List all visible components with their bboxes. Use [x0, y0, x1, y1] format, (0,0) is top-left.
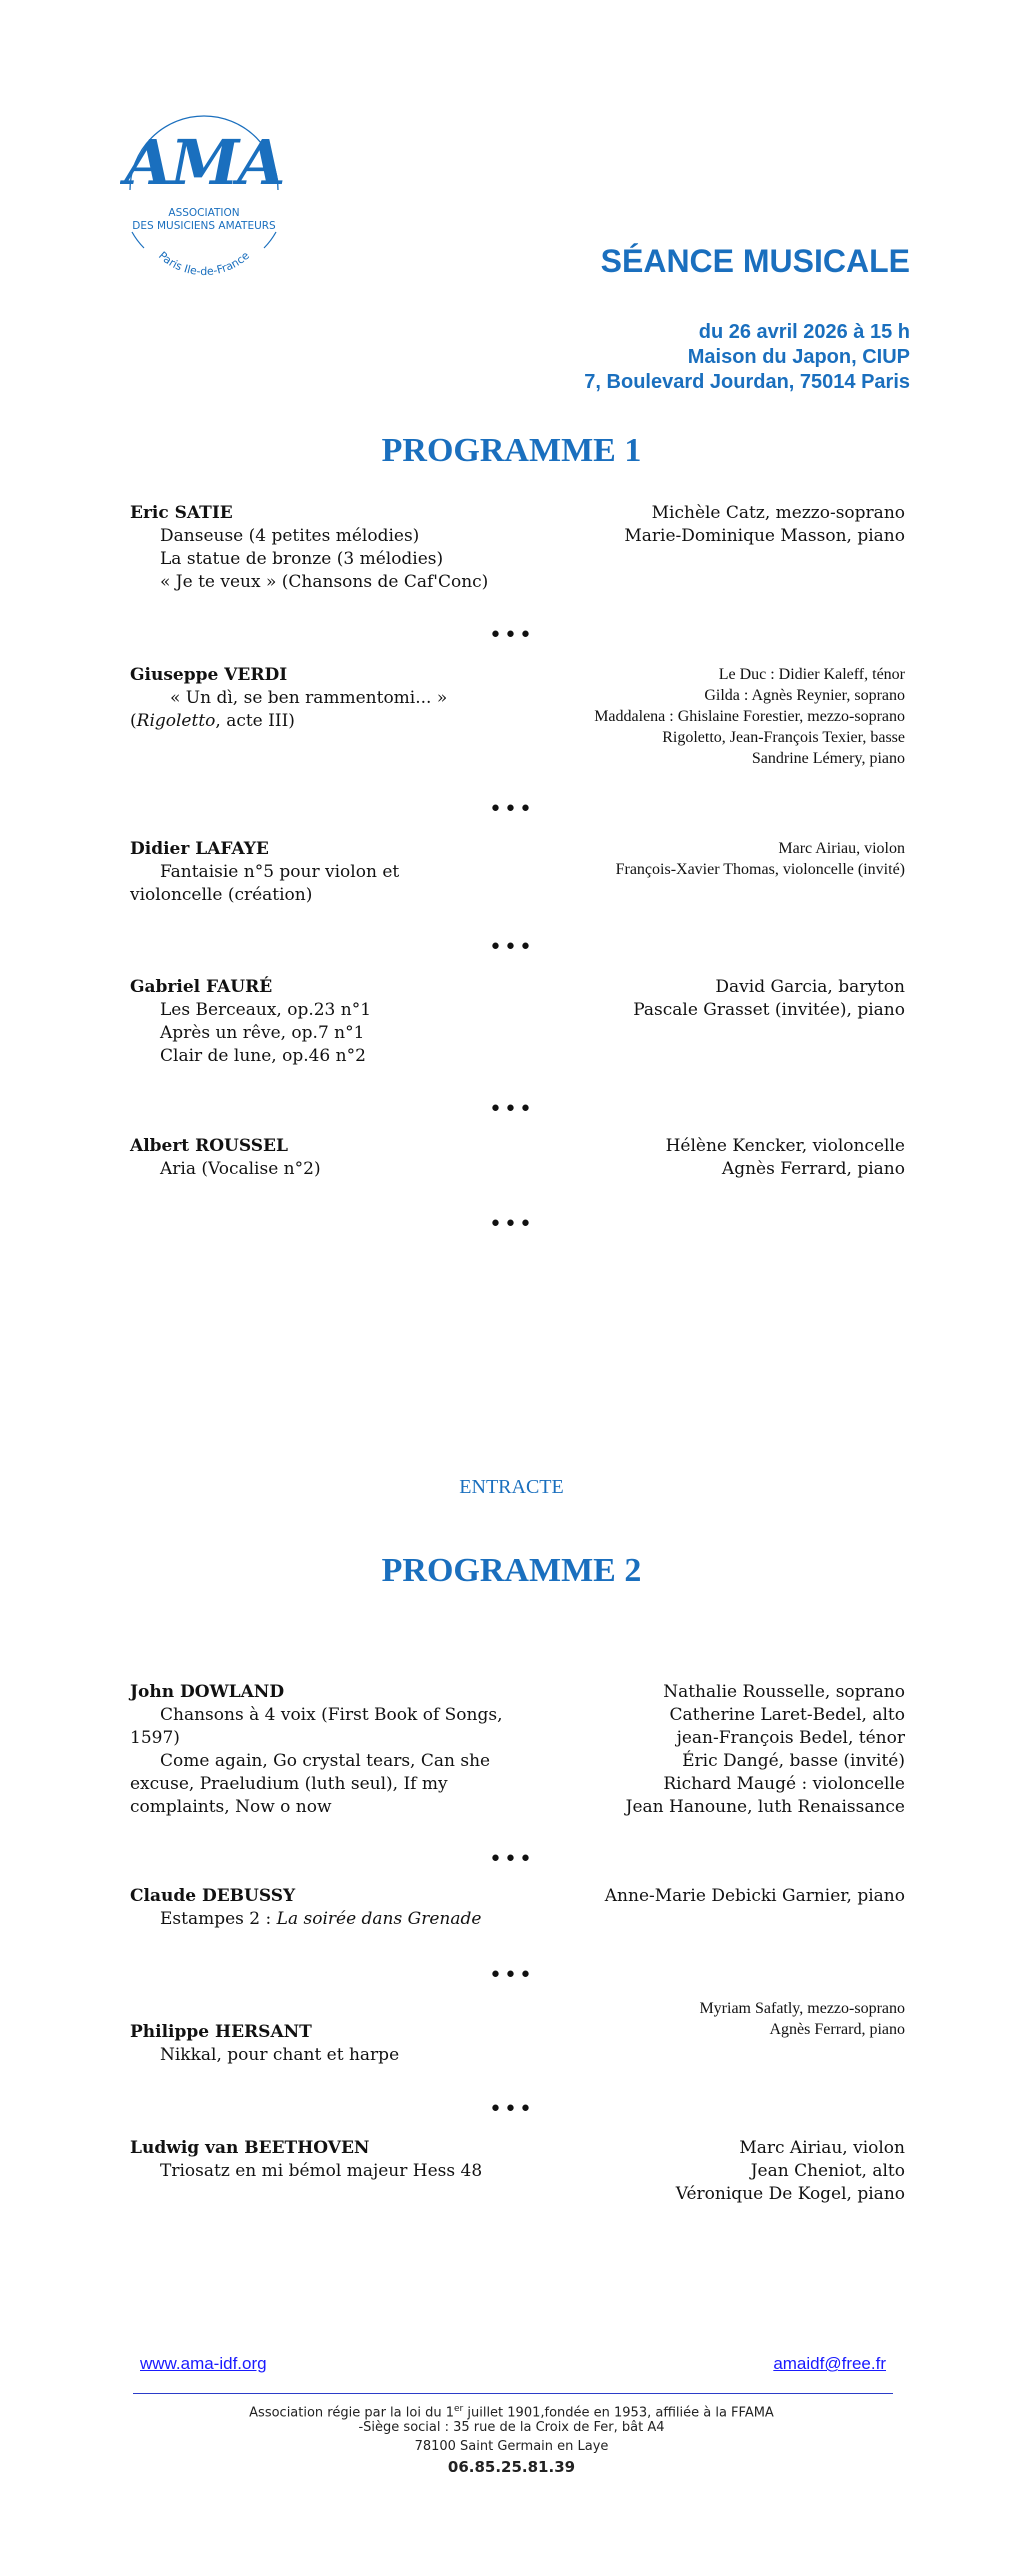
performers-satie: [435, 502, 905, 548]
performer: Agnès Ferrard, piano: [769, 2021, 905, 2038]
work-title: « Un dì, se ben rammentomi... »: [170, 688, 448, 708]
footer-city-line: 78100 Saint Germain en Laye: [414, 2439, 609, 2454]
performer: Marie-Dominique Masson, piano: [624, 526, 905, 546]
entracte-label: ENTRACTE: [459, 1476, 564, 1498]
work-title: Estampes 2 : La soirée dans Grenade: [160, 1909, 482, 1929]
composer-name: Eric SATIE: [130, 503, 233, 523]
performers-debussy: [435, 1885, 905, 1908]
email-link[interactable]: amaidf@free.fr: [773, 2354, 886, 2373]
logo-line1: ASSOCIATION: [168, 207, 240, 219]
performers-roussel: [435, 1135, 905, 1181]
separator: •••: [489, 623, 534, 648]
performer: Jean Cheniot, alto: [750, 2161, 905, 2181]
work-title: Aria (Vocalise n°2): [160, 1159, 321, 1179]
performer: Maddalena : Ghislaine Forestier, mezzo-soprano: [594, 708, 905, 725]
composer-name: John DOWLAND: [130, 1682, 285, 1702]
composer-name: Gabriel FAURÉ: [130, 977, 273, 997]
performer: Hélène Kencker, violoncelle: [665, 1136, 905, 1156]
performer: Agnès Ferrard, piano: [721, 1159, 905, 1179]
work-title: Après un rêve, op.7 n°1: [160, 1023, 365, 1043]
work-title: Triosatz en mi bémol majeur Hess 48: [160, 2161, 483, 2181]
work-title: Fantaisie n°5 pour violon et violoncelle (création): [130, 862, 400, 905]
logo-line2: DES MUSICIENS AMATEURS: [132, 220, 276, 232]
work-title: La statue de bronze (3 mélodies): [160, 549, 444, 569]
work-title: Nikkal, pour chant et harpe: [160, 2045, 400, 2065]
performer: Le Duc : Didier Kaleff, ténor: [718, 666, 905, 683]
footer-divider: [133, 2393, 893, 2394]
programme2-title: PROGRAMME 2: [381, 1552, 642, 1589]
performer: jean-François Bedel, ténor: [676, 1728, 905, 1748]
footer-address-line: -Siège social : 35 rue de la Croix de Fer, bât A4: [358, 2420, 665, 2435]
work-title: Danseuse (4 petites mélodies): [160, 526, 420, 546]
performer: David Garcia, baryton: [715, 977, 905, 997]
composer-name: Didier LAFAYE: [130, 839, 269, 859]
performer: Richard Maugé : violoncelle: [663, 1774, 905, 1794]
piece-lafaye: [130, 838, 470, 907]
composer-name: Claude DEBUSSY: [130, 1886, 296, 1906]
performer: Pascale Grasset (invitée), piano: [633, 1000, 905, 1020]
performers-lafaye: [435, 838, 905, 880]
programme1-title: PROGRAMME 1: [381, 432, 642, 469]
piece-hersant: [130, 2021, 520, 2067]
performer: Sandrine Lémery, piano: [751, 750, 905, 767]
performer: Anne-Marie Debicki Garnier, piano: [604, 1886, 905, 1906]
separator: •••: [489, 1847, 534, 1872]
performers-beethoven: [435, 2137, 905, 2206]
work-title: Les Berceaux, op.23 n°1: [160, 1000, 372, 1020]
event-address: 7, Boulevard Jourdan, 75014 Paris: [584, 371, 910, 393]
work-title: Come again, Go crystal tears, Can she excuse, Praeludium (luth seul), If my complaints, Now o now: [130, 1751, 491, 1817]
work-title-line: (Rigoletto, acte III): [130, 711, 295, 731]
performer: Myriam Safatly, mezzo-soprano: [699, 2000, 905, 2017]
performers-faure: [435, 976, 905, 1022]
separator: •••: [489, 1963, 534, 1988]
separator: •••: [489, 797, 534, 822]
work-title: Clair de lune, op.46 n°2: [160, 1046, 366, 1066]
performer: Éric Dangé, basse (invité): [682, 1751, 905, 1771]
performer: Véronique De Kogel, piano: [675, 2184, 905, 2204]
performer: Marc Airiau, violon: [778, 840, 905, 857]
composer-name: Albert ROUSSEL: [130, 1136, 288, 1156]
performer: Michèle Catz, mezzo-soprano: [651, 503, 905, 523]
performer: Catherine Laret-Bedel, alto: [669, 1705, 905, 1725]
performer: Nathalie Rousselle, soprano: [663, 1682, 905, 1702]
performers-dowland: [435, 1681, 905, 1819]
composer-name: Ludwig van BEETHOVEN: [130, 2138, 370, 2158]
work-title: « Je te veux » (Chansons de Caf'Conc): [160, 572, 489, 592]
ama-logo: [120, 112, 288, 280]
separator: •••: [489, 1097, 534, 1122]
composer-name: Philippe HERSANT: [130, 2022, 312, 2042]
performer: Rigoletto, Jean-François Texier, basse: [662, 729, 905, 746]
performer: Marc Airiau, violon: [739, 2138, 905, 2158]
performers-verdi: [435, 664, 905, 769]
separator: •••: [489, 1212, 534, 1237]
performer: François-Xavier Thomas, violoncelle (invité): [615, 861, 905, 878]
performer: Jean Hanoune, luth Renaissance: [625, 1797, 905, 1817]
footer-legal: Association régie par la loi du 1er juillet 1901,fondée en 1953, affiliée à la FFAMA: [249, 2404, 774, 2421]
logo-arc-text: Paris Ile-de-France: [156, 248, 252, 279]
website-link[interactable]: www.ama-idf.org: [140, 2354, 267, 2373]
event-venue: Maison du Japon, CIUP: [687, 346, 910, 368]
event-date: du 26 avril 2026 à 15 h: [698, 321, 910, 343]
performer: Gilda : Agnès Reynier, soprano: [704, 687, 905, 704]
separator: •••: [489, 2097, 534, 2122]
composer-name: Giuseppe VERDI: [130, 665, 288, 685]
work-title: Chansons à 4 voix (First Book of Songs, 1597): [130, 1705, 503, 1748]
logo-initials: AMA: [124, 126, 284, 199]
separator: •••: [489, 935, 534, 960]
page-title: SÉANCE MUSICALE: [600, 243, 910, 279]
footer-phone: 06.85.25.81.39: [447, 2458, 576, 2476]
svg-text:Paris Ile-de-France: [156, 249, 252, 278]
